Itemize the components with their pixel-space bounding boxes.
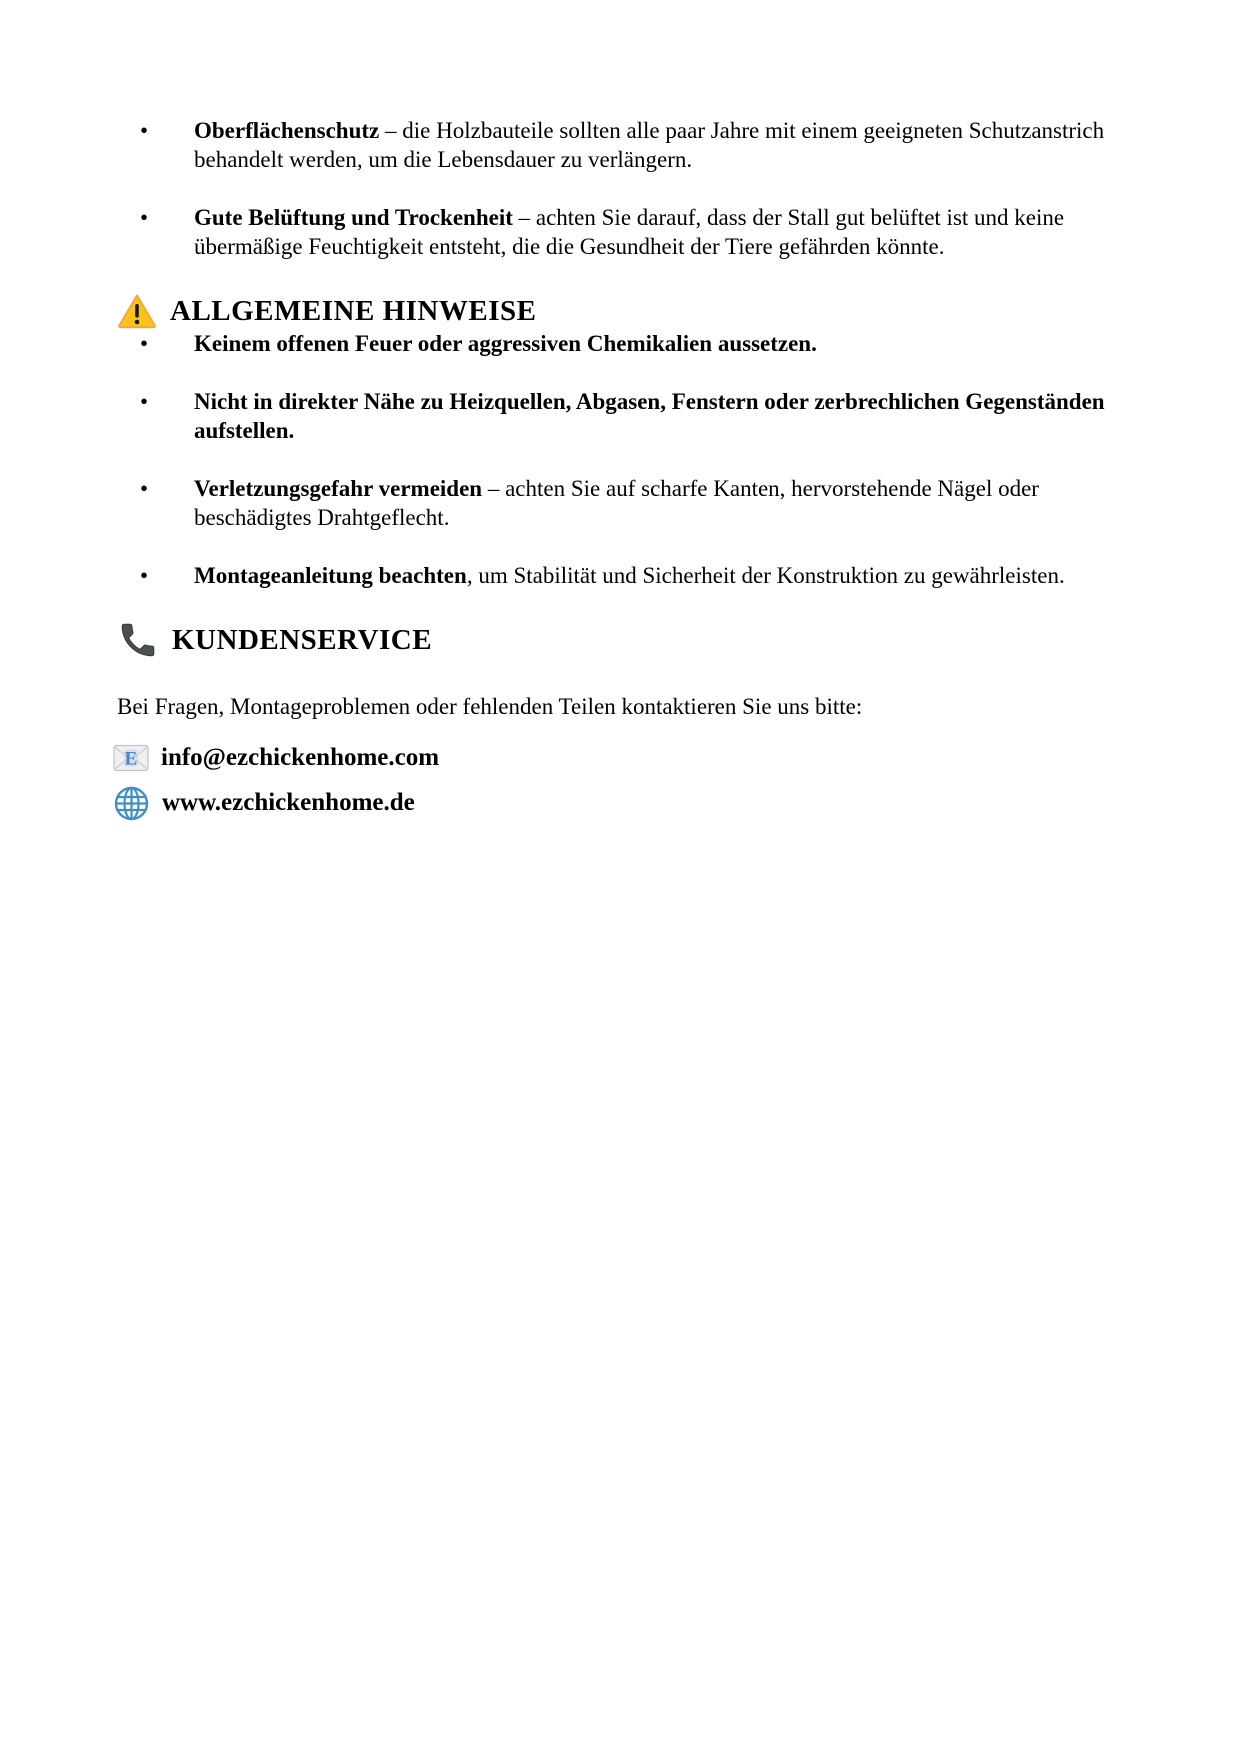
bullet-body-text: , um Stabilität und Sicherheit der Konstruktion zu gewährleisten. <box>466 563 1065 588</box>
email-text: info@ezchickenhome.com <box>161 744 440 771</box>
email-envelope-icon <box>113 744 149 772</box>
bullet-lead-text: Nicht in direkter Nähe zu Heizquellen, Abgasen, Fenstern oder zerbrechlichen Gegenständen aufstellen. <box>194 389 1105 443</box>
svg-text:E: E <box>124 748 138 770</box>
list-item <box>117 387 1129 445</box>
website-row <box>113 785 1124 821</box>
bullet-lead-text: Verletzungsgefahr vermeiden <box>194 476 483 501</box>
customer-service-intro: Bei Fragen, Montageproblemen oder fehlenden Teilen kontaktieren Sie uns bitte: <box>117 694 863 719</box>
section-title: KUNDENSERVICE <box>172 623 433 656</box>
phone-icon <box>117 619 159 661</box>
list-item <box>117 474 1129 532</box>
bullet-body-text: – achten Sie darauf, dass der Stall gut belüftet ist und keine übermäßige Feuchtigkeit entsteht, die die Gesundheit der Tiere gefährden könnte. <box>194 205 1065 259</box>
website-text: www.ezchickenhome.de <box>162 789 415 816</box>
email-row <box>113 740 1124 776</box>
customer-service-heading <box>117 619 1124 661</box>
care-hints-list <box>117 116 1124 261</box>
section-title: ALLGEMEINE HINWEISE <box>170 294 537 327</box>
globe-icon <box>113 785 150 822</box>
warning-triangle-icon <box>117 293 157 329</box>
list-item <box>117 329 1129 358</box>
general-notes-list <box>117 329 1124 590</box>
bullet-lead-text: Oberflächenschutz <box>194 118 380 143</box>
bullet-lead-text: Montageanleitung beachten <box>194 563 467 588</box>
list-item <box>117 561 1129 590</box>
general-notes-heading <box>117 293 1124 329</box>
list-item <box>117 203 1129 261</box>
bullet-lead-text: Keinem offenen Feuer oder aggressiven Chemikalien aussetzen. <box>194 331 817 356</box>
bullet-lead-text: Gute Belüftung und Trockenheit <box>194 205 513 230</box>
bullet-body-text: – die Holzbauteile sollten alle paar Jahre mit einem geeigneten Schutzanstrich behandelt werden, um die Lebensdauer zu verlängern. <box>194 118 1105 172</box>
bullet-body-text: – achten Sie auf scharfe Kanten, hervorstehende Nägel oder beschädigtes Drahtgeflecht. <box>194 476 1039 530</box>
list-item <box>117 116 1129 174</box>
contact-block <box>113 740 1124 821</box>
